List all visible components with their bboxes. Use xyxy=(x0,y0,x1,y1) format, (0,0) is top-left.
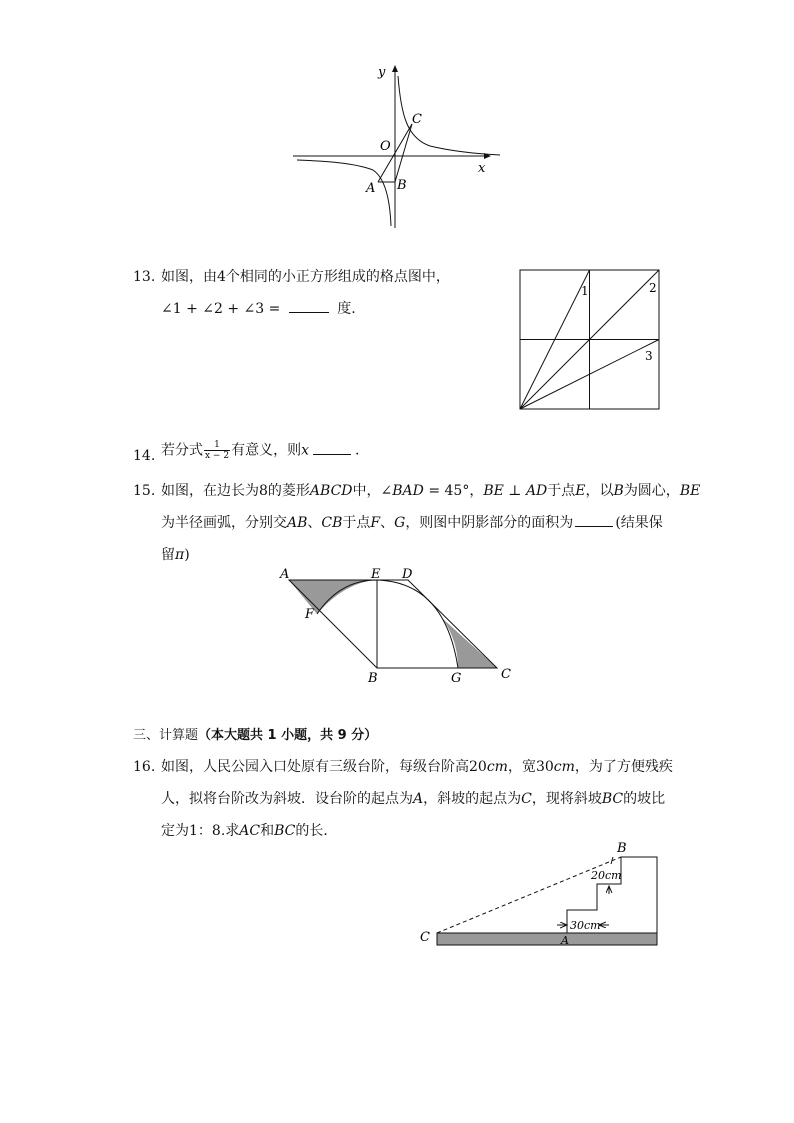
denominator: x − 2 xyxy=(205,451,230,461)
t: 定为1：8.求 xyxy=(161,823,240,839)
text: . xyxy=(354,442,360,459)
label-b: B xyxy=(617,841,627,856)
question-number: 13. xyxy=(133,269,156,285)
segment-bd xyxy=(377,580,408,668)
t: 的长． xyxy=(295,823,338,839)
t: BC xyxy=(274,823,296,839)
question-text-2 xyxy=(161,300,356,318)
t: 和 xyxy=(260,823,275,839)
t: AD xyxy=(525,483,548,499)
t: 如图，人民公园入口处原有三级台阶，每级台阶高20 xyxy=(161,759,487,775)
t: ，现将斜坡 xyxy=(531,791,602,807)
answer-blank[interactable] xyxy=(575,526,613,527)
question-line-3 xyxy=(161,822,337,840)
t: 中，∠ xyxy=(352,483,393,499)
rhombus-figure xyxy=(275,562,515,688)
t: CB xyxy=(321,515,343,531)
hyperbola-branch-2 xyxy=(297,160,391,226)
t: BE xyxy=(679,483,701,499)
t: ABCD xyxy=(309,483,353,499)
variable: x xyxy=(301,442,309,459)
question-text: 如图，由4个相同的小正方形组成的格点图中， xyxy=(161,269,450,285)
t: 为半径画弧，分别交 xyxy=(161,515,287,531)
angle-sum: ∠1 + ∠2 + ∠3 = xyxy=(161,301,285,317)
question-number: 16. xyxy=(133,759,156,775)
label-height: 20cm xyxy=(591,869,622,882)
t: 、 xyxy=(307,515,322,531)
t: ⊥ xyxy=(503,483,526,499)
t: BAD xyxy=(392,483,424,499)
question-line-1 xyxy=(161,758,673,776)
numerator: 1 xyxy=(204,440,230,451)
question-number: 14. xyxy=(133,448,156,464)
t: ) xyxy=(184,547,190,563)
label-b: B xyxy=(397,178,407,193)
label-a: A xyxy=(280,567,290,582)
label-e: E xyxy=(371,567,381,582)
section-title: 三、计算题 xyxy=(133,728,199,743)
text: 若分式 xyxy=(161,442,203,459)
ground xyxy=(437,933,657,945)
question-number: 15. xyxy=(133,483,156,499)
t: cm xyxy=(553,759,575,775)
t: 、 xyxy=(380,515,395,531)
section-detail: （本大题共 1 小题，共 9 分） xyxy=(198,728,378,743)
label-x: x xyxy=(478,161,486,176)
angle-label-1: 1 xyxy=(581,284,589,298)
label-c: C xyxy=(412,112,422,127)
question-line-3 xyxy=(161,546,190,564)
label-a: A xyxy=(366,181,376,196)
label-y: y xyxy=(378,65,386,80)
t: 留 xyxy=(161,547,175,563)
question-line-2 xyxy=(161,514,663,532)
t: F xyxy=(370,515,381,531)
label-a: A xyxy=(561,934,569,947)
fraction xyxy=(204,440,230,461)
label-c: C xyxy=(420,930,430,945)
t: AC xyxy=(239,823,261,839)
unit: 度. xyxy=(332,301,356,317)
answer-blank[interactable] xyxy=(313,454,351,455)
t: ，斜坡的起点为 xyxy=(423,791,522,807)
stairs-figure xyxy=(415,836,665,951)
question-line-1 xyxy=(161,482,700,500)
t: A xyxy=(413,791,424,807)
label-width: 30cm xyxy=(570,919,601,932)
t: BE xyxy=(483,483,504,499)
section-heading xyxy=(133,724,377,743)
question-text xyxy=(161,440,359,461)
t: ，则图中阴影部分的面积为 xyxy=(405,515,574,531)
t: cm xyxy=(486,759,508,775)
label-o: O xyxy=(380,139,391,154)
angle-label-2: 2 xyxy=(649,281,657,295)
angle-label-3: 3 xyxy=(645,349,653,363)
t: 为圆心， xyxy=(623,483,680,499)
t: C xyxy=(521,791,532,807)
t: 的坡比 xyxy=(623,791,666,807)
t: AB xyxy=(287,515,308,531)
label-g: G xyxy=(451,671,462,686)
shaded-region-left xyxy=(289,580,377,614)
t: ，宽30 xyxy=(507,759,554,775)
t: 于点 xyxy=(342,515,371,531)
t: ，以 xyxy=(585,483,614,499)
hyperbola-figure xyxy=(285,60,510,232)
t: B xyxy=(613,483,624,499)
label-f: F xyxy=(305,607,315,622)
t: G xyxy=(394,515,406,531)
text: 有意义，则 xyxy=(231,442,302,459)
grid-figure xyxy=(518,268,663,413)
t: ，为了方便残疾 xyxy=(574,759,673,775)
t: BC xyxy=(601,791,624,807)
t: 人，拟将台阶改为斜坡．设台阶的起点为 xyxy=(161,791,413,807)
segment-bc xyxy=(395,124,412,182)
t: (结果保 xyxy=(615,515,663,531)
label-c: C xyxy=(501,667,511,682)
t: 于点 xyxy=(547,483,576,499)
label-d: D xyxy=(402,567,413,582)
label-b: B xyxy=(368,671,378,686)
t: = 45°， xyxy=(423,483,484,499)
question-line-2 xyxy=(161,790,665,808)
t: π xyxy=(175,547,185,563)
t: 如图，在边长为8的菱形 xyxy=(161,483,310,499)
answer-blank[interactable] xyxy=(289,312,329,313)
t: E xyxy=(575,483,586,499)
